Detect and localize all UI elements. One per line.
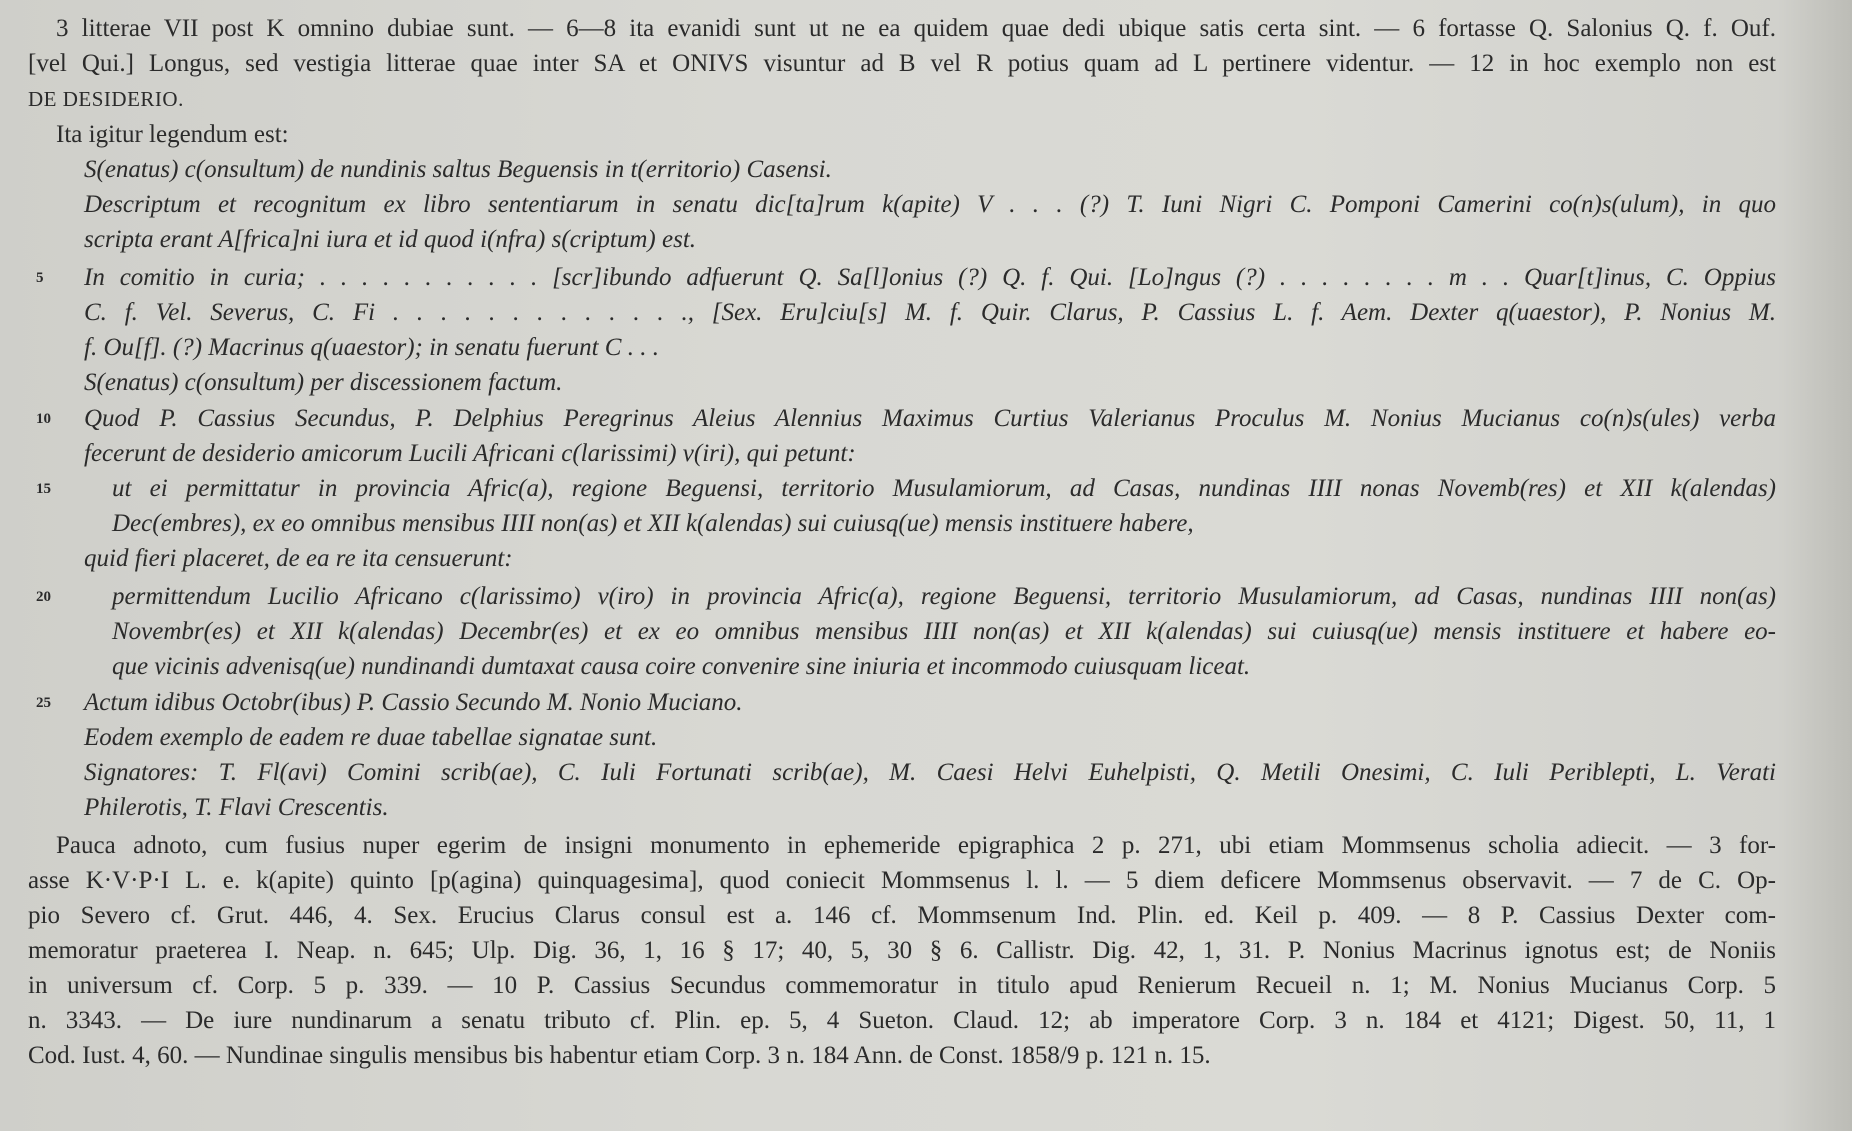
notes-line-4: memoratur praeterea I. Neap. n. 645; Ulp. Dig. 36, 1, 16 § 17; 40, 5, 30 § 6. Callistr. Dig. 42, 1, 31. P. Nonius Macrinus ignotus est; de Noniis bbox=[28, 937, 1776, 964]
commentary-line-1: 3 litterae VII post K omnino dubiae sunt. — 6—8 ita evanidi sunt ut ne ea quidem quae dedi ubique satis certa sint. — 6 fortasse Q. Salonius Q. f. Ouf. bbox=[56, 15, 1776, 42]
line-number-20: 20 bbox=[36, 589, 51, 605]
line-number-25: 25 bbox=[36, 695, 51, 711]
inscription-line-6: f. Ou[f]. (?) Macrinus q(uaestor); in senatu fuerunt C . . . bbox=[84, 334, 659, 361]
line-number-10: 10 bbox=[36, 411, 51, 427]
inscription-line-10: ut ei permittatur in provincia Afric(a), regione Beguensi, territorio Musulamiorum, ad Casas, nundinas IIII nonas Novemb(res) et XII k(alendas) bbox=[112, 475, 1776, 502]
inscription-line-11: Dec(embres), ex eo omnibus mensibus IIII non(as) et XII k(alendas) sui cuiusq(ue) mensis instituere habere, bbox=[112, 510, 1194, 537]
inscription-line-3: scripta erant A[frica]ni iura et id quod i(nfra) s(criptum) est. bbox=[84, 226, 697, 253]
notes-line-1: Pauca adnoto, cum fusius nuper egerim de insigni monumento in ephemeride epigraphica 2 p. 271, ubi etiam Mommsenus scholia adiecit. — 3 for- bbox=[56, 832, 1776, 859]
notes-line-2: asse K·V·P·I L. e. k(apite) quinto [p(agina) quinquagesima], quod coniecit Mommsenus l. l. — 5 diem deficere Mommsenus observavit. — 7 de C. Op- bbox=[28, 867, 1776, 894]
inscription-line-19: Philerotis, T. Flavi Crescentis. bbox=[84, 794, 389, 821]
inscription-line-18: Signatores: T. Fl(avi) Comini scrib(ae), C. Iuli Fortunati scrib(ae), M. Caesi Helvi Euhelpisti, Q. Metili Onesimi, C. Iuli Periblepti, L. Verati bbox=[84, 759, 1776, 786]
inscription-line-2: Descriptum et recognitum ex libro sententiarum in senatu dic[ta]rum k(apite) V . . . (?) T. Iuni Nigri C. Pomponi Camerini co(n)s(ulum), in quo bbox=[84, 191, 1776, 218]
inscription-line-12: quid fieri placeret, de ea re ita censuerunt: bbox=[84, 545, 513, 572]
notes-line-6: n. 3343. — De iure nundinarum a senatu tributo cf. Plin. ep. 5, 4 Sueton. Claud. 12; ab imperatore Corp. 3 n. 184 et 4121; Digest. 50, 11, 1 bbox=[28, 1007, 1776, 1034]
commentary-line-3: DE DESIDERIO. bbox=[28, 87, 184, 111]
inscription-line-15: que vicinis advenisq(ue) nundinandi dumtaxat causa coire convenire sine iniuria et incommodo cuiusquam liceat. bbox=[112, 653, 1251, 680]
commentary-line-2: [vel Qui.] Longus, sed vestigia litterae quae inter SA et ONIVS visuntur ad B vel R potius quam ad L pertinere videntur. — 12 in hoc exemplo non est bbox=[28, 50, 1776, 77]
inscription-line-8: Quod P. Cassius Secundus, P. Delphius Peregrinus Aleius Alennius Maximus Curtius Valerianus Proculus M. Nonius Mucianus co(n)s(ules) verba bbox=[84, 405, 1776, 432]
inscription-line-4: In comitio in curia; . . . . . . . . . . . [scr]ibundo adfuerunt Q. Sa[l]onius (?) Q. f. Qui. [Lo]ngus (?) . . . . . . . . m . . Quar[t]inus, C. Oppius bbox=[84, 264, 1776, 291]
notes-line-3: pio Severo cf. Grut. 446, 4. Sex. Erucius Clarus consul est a. 146 cf. Mommsenum Ind. Plin. ed. Keil p. 409. — 8 P. Cassius Dexter com- bbox=[28, 902, 1776, 929]
intro-line: Ita igitur legendum est: bbox=[56, 121, 289, 148]
inscription-line-7: S(enatus) c(onsultum) per discessionem factum. bbox=[84, 369, 563, 396]
notes-line-7: Cod. Iust. 4, 60. — Nundinae singulis mensibus bis habentur etiam Corp. 3 n. 184 Ann. de Const. 1858/9 p. 121 n. 15. bbox=[28, 1042, 1211, 1069]
inscription-line-13: permittendum Lucilio Africano c(larissimo) v(iro) in provincia Afric(a), regione Beguensi, territorio Musulamiorum, ad Casas, nundinas IIII non(as) bbox=[112, 583, 1776, 610]
line-number-5: 5 bbox=[36, 270, 44, 286]
inscription-line-14: Novembr(es) et XII k(alendas) Decembr(es) et ex eo omnibus mensibus IIII non(as) et XII k(alendas) sui cuiusq(ue) mensis instituere et habere eo- bbox=[112, 618, 1776, 645]
inscription-line-9: fecerunt de desiderio amicorum Lucili Africani c(larissimi) v(iri), qui petunt: bbox=[84, 440, 856, 467]
inscription-line-5: C. f. Vel. Severus, C. Fi . . . . . . . . . . . . ., [Sex. Eru]ciu[s] M. f. Quir. Clarus, P. Cassius L. f. Aem. Dexter q(uaestor), P. Nonius M. bbox=[84, 299, 1776, 326]
inscription-line-17: Eodem exemplo de eadem re duae tabellae signatae sunt. bbox=[84, 724, 658, 751]
inscription-line-16: Actum idibus Octobr(ibus) P. Cassio Secundo M. Nonio Muciano. bbox=[84, 689, 743, 716]
inscription-line-1: S(enatus) c(onsultum) de nundinis saltus Beguensis in t(erritorio) Casensi. bbox=[84, 156, 832, 183]
notes-line-5: in universum cf. Corp. 5 p. 339. — 10 P. Cassius Secundus commemoratur in titulo apud Renierum Recueil n. 1; M. Nonius Mucianus Corp. 5 bbox=[28, 972, 1776, 999]
line-number-15: 15 bbox=[36, 481, 51, 497]
